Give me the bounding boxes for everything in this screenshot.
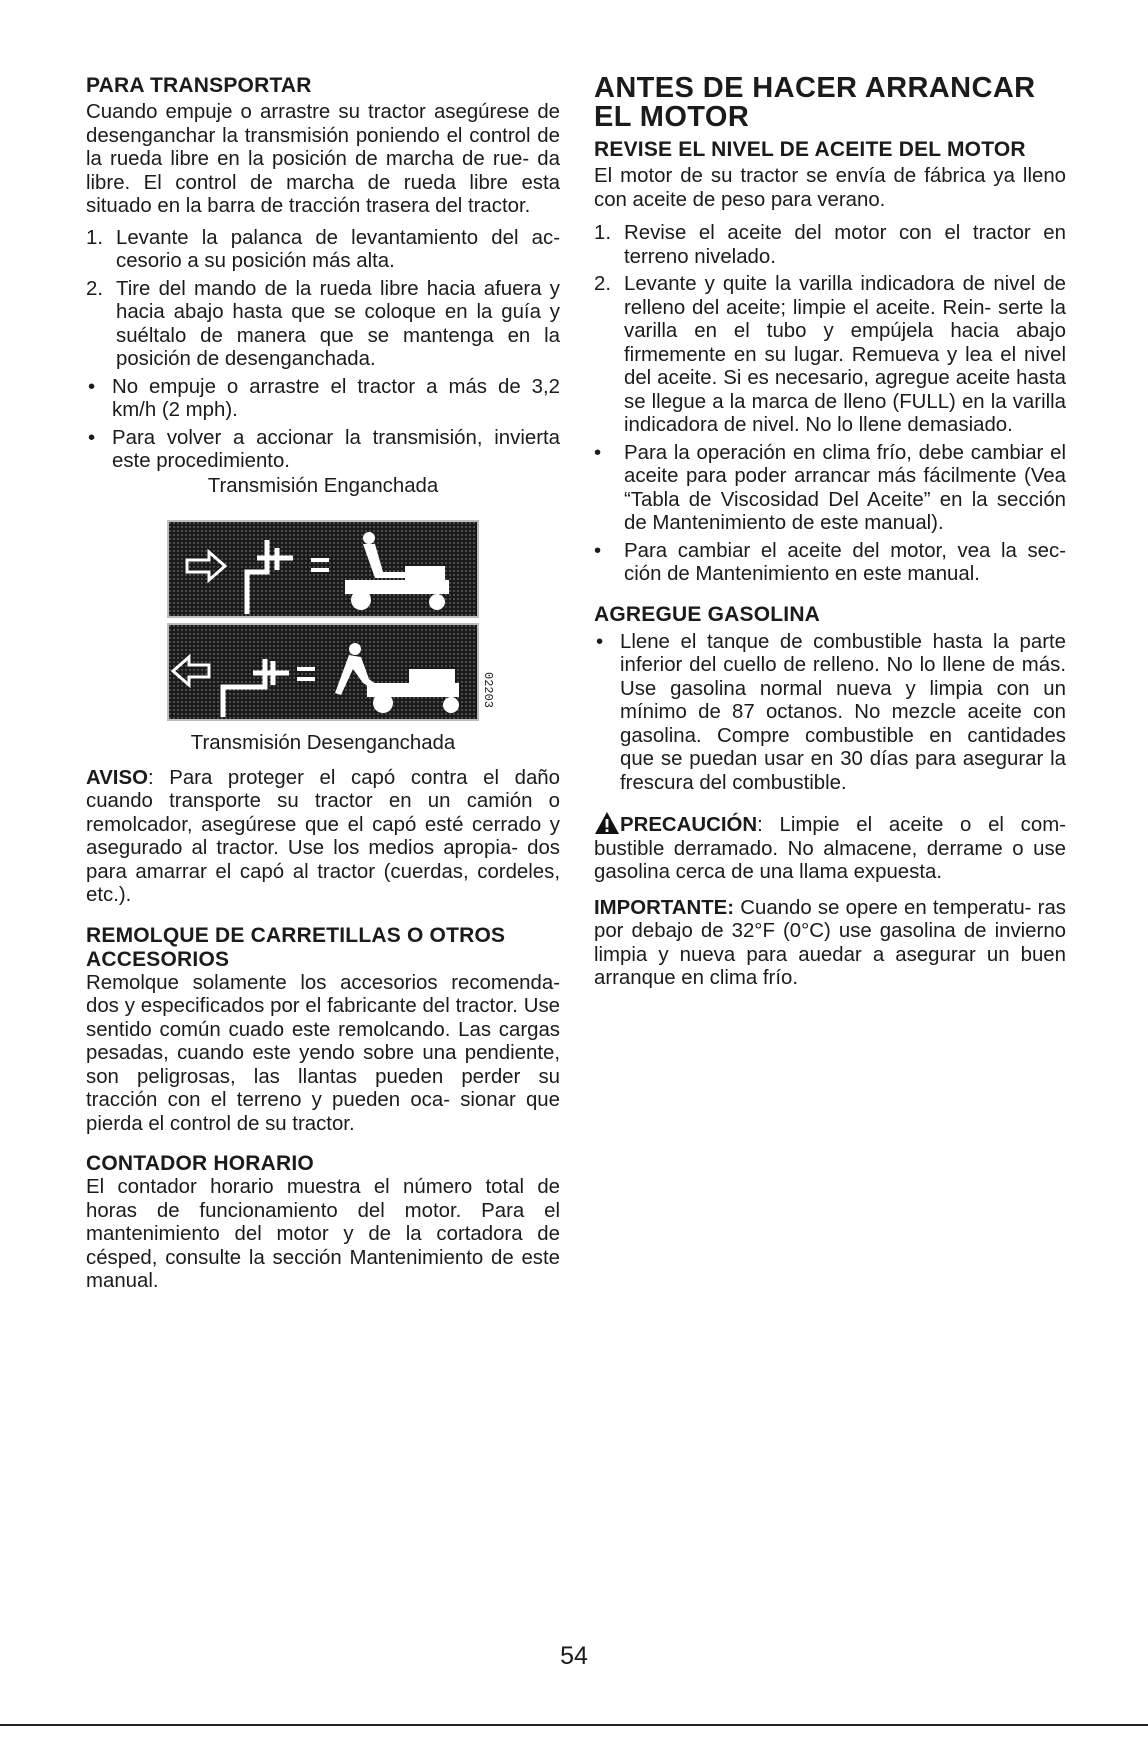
fuel-bullet-1 xyxy=(594,631,1066,796)
step-text: Levante la palanca de levantamiento del ac- cesorio a su posición más alta. xyxy=(116,226,560,272)
towing-text: Remolque solamente los accesorios recomenda- dos y especificados por el fabricante del tractor. Use sentido común cuado este remolcando. Las cargas pesadas, cuando este yendo sobre una pendiente, son peligrosas, las llantas pueden perder su tracción con el terreno y pueden oca- sionar que pierda el control de su tractor. xyxy=(86,971,560,1135)
oil-step-1 xyxy=(594,222,1066,269)
notice-paragraph xyxy=(86,767,560,908)
transport-bullet-2 xyxy=(86,427,560,474)
step-marker: 2. xyxy=(594,273,612,295)
transport-intro: Cuando empuje o arrastre su tractor asegúrese de desenganchar la transmisión poniendo el control de la rueda libre en la posición de marcha de rue- da libre. El control de marcha de rueda libre esta situado en la barra de tracción trasera del tractor. xyxy=(86,101,560,217)
bullet-text: Llene el tanque de combustible hasta la parte inferior del cuello de relleno. No lo llene de más. Use gasolina normal nueva y limpia con un mínimo de 87 octanos. No mezcle aceite con gasolina. Compre combustible en cantidades que se puedan usar en 30 días para asegurar la frescura del combustible. xyxy=(620,630,1066,794)
transport-heading: PARA TRANSPORTAR xyxy=(86,74,312,97)
bottom-rule xyxy=(0,1724,1148,1726)
important-paragraph xyxy=(594,897,1066,991)
disengaged-panel xyxy=(167,623,479,721)
oil-step-2 xyxy=(594,273,1066,438)
bullet-marker: • xyxy=(88,426,96,449)
transport-bullet-1 xyxy=(86,376,560,423)
bullet-marker: • xyxy=(88,375,96,398)
caution-text: : Limpie el aceite o el com- bustible derramado. No almacene, derrame o use gasolina cerca de una llama expuesta. xyxy=(594,814,1066,883)
fuel-heading: AGREGUE GASOLINA xyxy=(594,602,821,626)
caution-label: PRECAUCIÓN xyxy=(620,814,758,836)
bullet-text: No empuje o arrastre el tractor a más de 3,2 km/h (2 mph). xyxy=(112,375,560,421)
important-text: Cuando se opere en temperatu- ras por debajo de 32°F (0°C) use gasolina de invierno limpia y nueva para auedar a asegurar un buen arranque en clima frío. xyxy=(594,896,1066,989)
bullet-marker: • xyxy=(594,441,602,464)
figure-caption-disengaged: Transmisión Desenganchada xyxy=(190,731,456,754)
oil-heading: REVISE EL NIVEL DE ACEITE DEL MOTOR xyxy=(594,138,1026,161)
step-text: Tire del mando de la rueda libre hacia afuera y hacia abajo hasta que se coloque en la guía y suéltalo de manera que se mantenga en la posición de desenganchada. xyxy=(116,277,560,370)
section-title: ANTES DE HACER ARRANCAR EL MOTOR xyxy=(594,72,1036,133)
caution-paragraph xyxy=(594,811,1066,885)
bullet-text: Para la operación en clima frío, debe cambiar el aceite para poder arrancar más fácilmente (Vea “Tabla de Viscosidad Del Aceite” en la sección de Mantenimiento de este manual). xyxy=(624,441,1066,534)
disengaged-illustration xyxy=(169,625,477,719)
towing-heading: REMOLQUE DE CARRETILLAS O OTROS ACCESORIOS xyxy=(86,923,506,971)
bullet-text: Para volver a accionar la transmisión, invierta este procedimiento. xyxy=(112,426,560,472)
transport-step-2 xyxy=(86,278,560,372)
left-column xyxy=(86,74,560,1294)
step-marker: 1. xyxy=(594,222,612,244)
step-text: Levante y quite la varilla indicadora de nivel de relleno del aceite; limpie el aceite. Rein- serte la varilla en el tubo y empújela hacia abajo firmemente en su lugar. Remueva y lea el nivel del aceite. Si es necesario, agregue aceite hasta se llegue a la marca de lleno (FULL) en la varilla indicadora de nivel. No lo llene demasiado. xyxy=(624,273,1066,436)
warning-triangle-icon xyxy=(594,811,620,835)
oil-intro: El motor de su tractor se envía de fábrica ya lleno con aceite de peso para verano. xyxy=(594,165,1066,211)
important-label: IMPORTANTE: xyxy=(594,896,735,919)
notice-label: AVISO xyxy=(86,766,148,789)
bullet-marker: • xyxy=(596,630,604,653)
oil-bullet-2 xyxy=(594,540,1066,587)
transmission-figure xyxy=(167,520,495,721)
engaged-illustration xyxy=(169,522,477,616)
step-marker: 1. xyxy=(86,226,104,249)
figure-caption-engaged: Transmisión Enganchada xyxy=(207,474,439,497)
hour-meter-text: El contador horario muestra el número total de horas de funcionamiento del motor. Para el mantenimiento del motor y de la cortadora de césped, consulte la sección Mantenimiento de este manual. xyxy=(86,1176,560,1292)
engaged-panel xyxy=(167,520,479,618)
step-text: Revise el aceite del motor con el tractor en terreno nivelado. xyxy=(624,222,1066,268)
figure-code: 02203 xyxy=(481,672,495,709)
transport-step-1 xyxy=(86,227,560,274)
bullet-marker: • xyxy=(594,539,602,562)
bullet-text: Para cambiar el aceite del motor, vea la sec- ción de Mantenimiento en este manual. xyxy=(624,539,1066,585)
oil-bullet-1 xyxy=(594,442,1066,536)
page-number: 54 xyxy=(560,1642,588,1670)
right-column xyxy=(594,74,1066,991)
step-marker: 2. xyxy=(86,277,104,300)
hour-meter-heading: CONTADOR HORARIO xyxy=(86,1152,314,1175)
notice-text: : Para proteger el capó contra el daño cuando transporte su tractor en un camión o remolcador, asegúrese que el capó esté cerrado y asegurado al tractor. Use los medios apropia- dos para amarrar el capó al tractor (cuerdas, cordeles, etc.). xyxy=(86,766,560,906)
